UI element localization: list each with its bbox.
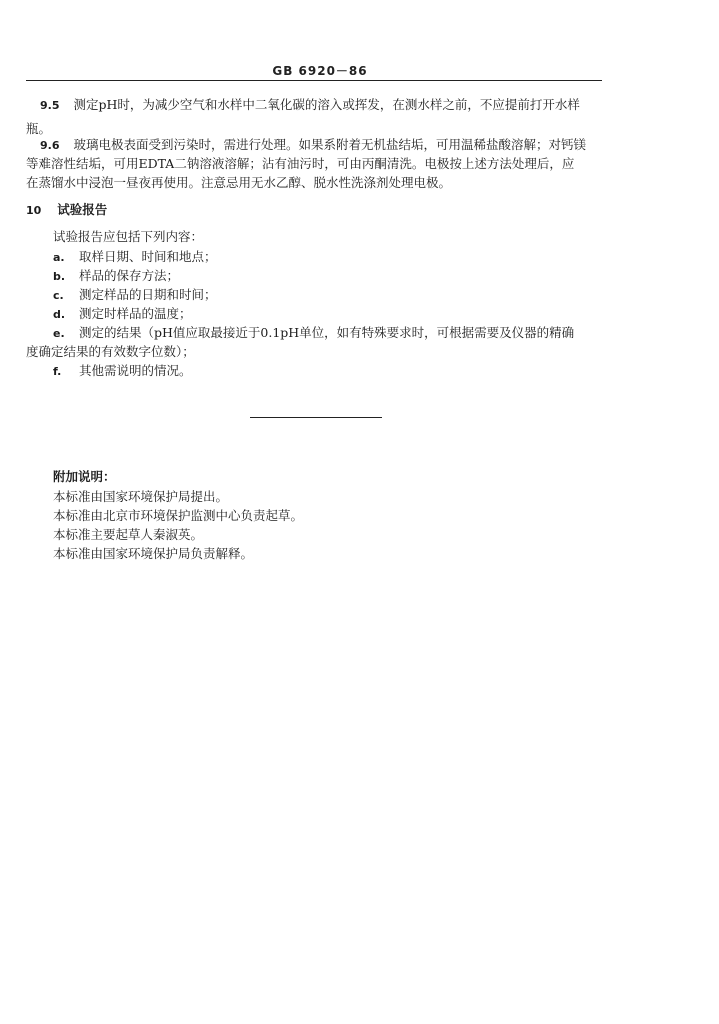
list-item-label: e.: [53, 327, 65, 340]
header-rule: [26, 80, 602, 81]
section-9-5-text-1: 测定pH时，为减少空气和水样中二氧化碳的溶入或挥发，在测水样之前，不应提前打开水样: [73, 97, 580, 112]
list-item: [53, 325, 574, 342]
list-item-label: f.: [53, 365, 62, 378]
section-10-intro: 试验报告应包括下列内容：: [53, 229, 204, 244]
notes-line: 本标准由国家环境保护局提出。: [53, 489, 229, 504]
section-9-6-number: 9.6: [40, 139, 60, 152]
list-item: [53, 249, 217, 266]
list-item-text: 其他需说明的情况。: [79, 363, 192, 378]
end-rule: [250, 417, 382, 418]
list-item: [53, 306, 192, 323]
section-9-6-line-1: [40, 137, 586, 154]
list-item-text: 测定时样品的温度；: [79, 306, 192, 321]
section-9-5-text-2: 瓶。: [26, 121, 52, 136]
list-item-label: c.: [53, 289, 64, 302]
notes-line: 本标准由国家环境保护局负责解释。: [53, 546, 254, 561]
section-10-number: 10: [26, 204, 42, 217]
standard-code-header: GB 6920－86: [272, 64, 368, 78]
list-item: [53, 363, 192, 380]
section-10-title: 试验报告: [57, 202, 108, 217]
section-10-heading: [26, 202, 107, 219]
section-9-6-text-1: 玻璃电极表面受到污染时，需进行处理。如果系附着无机盐结垢，可用温稀盐酸溶解；对钙镁: [73, 137, 586, 152]
list-item-label: d.: [53, 308, 66, 321]
list-item: [53, 287, 217, 304]
section-9-5-number: 9.5: [40, 99, 60, 112]
list-item-label: a.: [53, 251, 65, 264]
notes-line: 本标准由北京市环境保护监测中心负责起草。: [53, 508, 304, 523]
notes-line: 本标准主要起草人秦淑英。: [53, 527, 204, 542]
list-item-text: 测定的结果（pH值应取最接近于0.1pH单位，如有特殊要求时，可根据需要及仪器的精确: [79, 325, 575, 340]
list-item: [53, 268, 179, 285]
list-item-continuation: 度确定结果的有效数字位数）；: [26, 344, 195, 359]
list-item-text: 样品的保存方法；: [79, 268, 180, 283]
notes-title: 附加说明：: [53, 469, 116, 484]
list-item-label: b.: [53, 270, 66, 283]
section-9-5-line-1: [40, 97, 580, 114]
section-9-6-text-3: 在蒸馏水中浸泡一昼夜再使用。注意忌用无水乙醇、脱水性洗涤剂处理电极。: [26, 175, 452, 190]
list-item-text: 测定样品的日期和时间；: [79, 287, 217, 302]
section-9-6-text-2: 等难溶性结垢，可用EDTA二钠溶液溶解；沾有油污时，可由丙酮清洗。电极按上述方法处理后，应: [26, 156, 575, 171]
list-item-text: 取样日期、时间和地点；: [79, 249, 217, 264]
